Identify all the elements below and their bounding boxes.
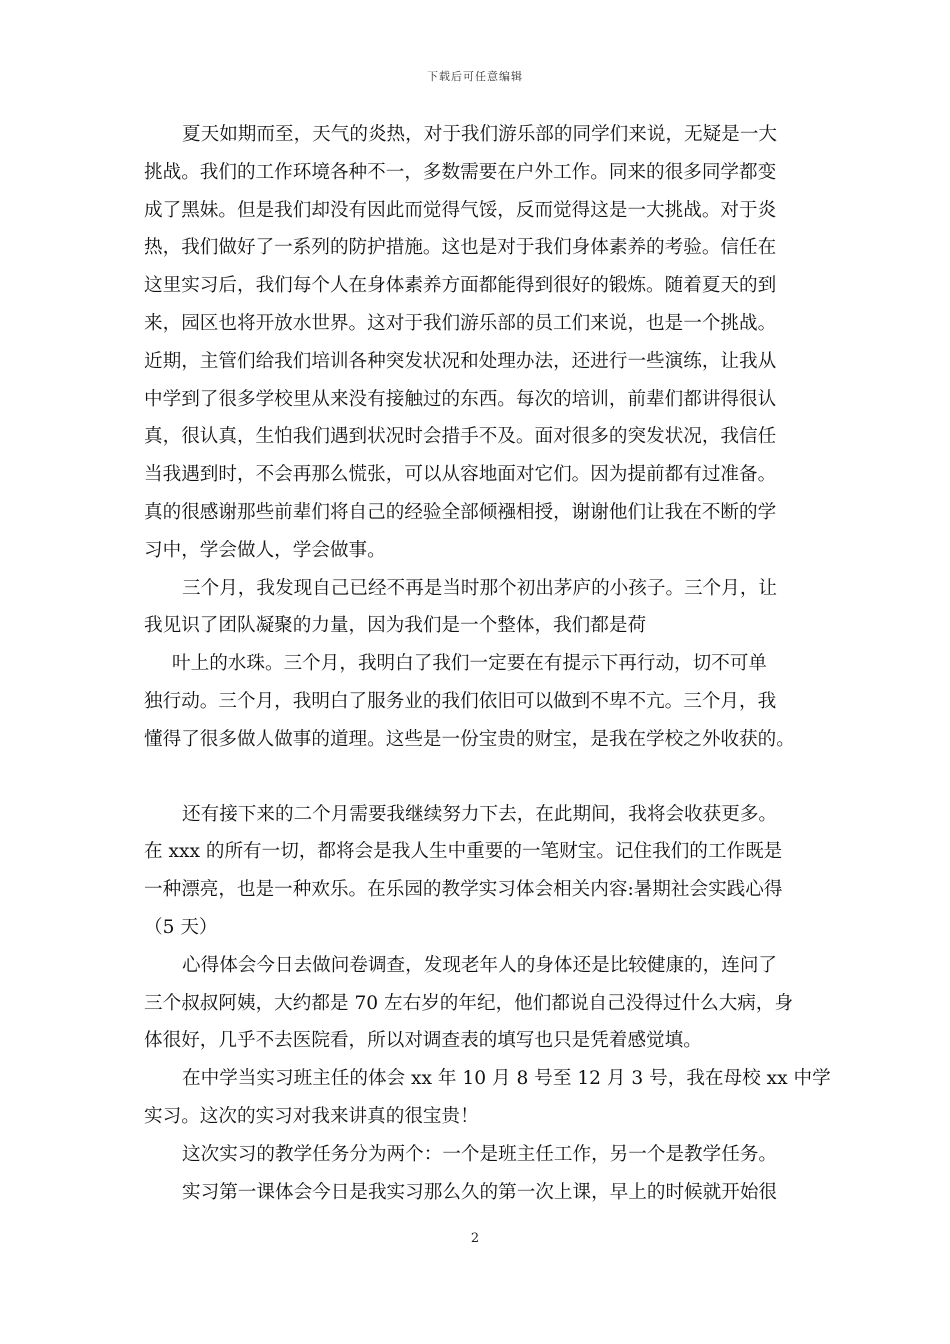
text-line: 三个叔叔阿姨，大约都是 70 左右岁的年纪，他们都说自己没得过什么大病，身 xyxy=(144,992,794,1014)
text-line: 独行动。三个月，我明白了服务业的我们依旧可以做到不卑不亢。三个月，我 xyxy=(144,690,777,712)
text-line: 这里实习后，我们每个人在身体素养方面都能得到很好的锻炼。随着夏天的到 xyxy=(144,275,777,297)
text-line: 我见识了团队凝聚的力量，因为我们是一个整体，我们都是荷 xyxy=(144,615,647,637)
text-line: 还有接下来的二个月需要我继续努力下去，在此期间，我将会收获更多。 xyxy=(182,803,778,825)
text-line: 叶上的水珠。三个月，我明白了我们一定要在有提示下再行动，切不可单 xyxy=(172,653,768,675)
text-line: 在 xxx 的所有一切，都将会是我人生中重要的一笔财宝。记住我们的工作既是 xyxy=(144,841,783,863)
text-line: 中学到了很多学校里从来没有接触过的东西。每次的培训，前辈们都讲得很认 xyxy=(144,388,777,410)
text-line: 在中学当实习班主任的体会 xx 年 10 月 8 号至 12 月 3 号，我在母校 xx 中学 xyxy=(182,1068,831,1090)
text-line: 近期，主管们给我们培训各种突发状况和处理办法，还进行一些演练，让我从 xyxy=(144,350,777,372)
text-line: 实习第一课体会今日是我实习那么久的第一次上课，早上的时候就开始很 xyxy=(182,1181,778,1203)
text-line: 热，我们做好了一系列的防护措施。这也是对于我们身体素养的考验。信任在 xyxy=(144,237,777,259)
text-line: 成了黑妹。但是我们却没有因此而觉得气馁，反而觉得这是一大挑战。对于炎 xyxy=(144,199,777,221)
text-line: 挑战。我们的工作环境各种不一，多数需要在户外工作。同来的很多同学都变 xyxy=(144,161,777,183)
text-line: 习中，学会做人，学会做事。 xyxy=(144,539,386,561)
document-body xyxy=(144,116,831,1211)
page-number: 2 xyxy=(470,1231,480,1246)
text-line: 来，园区也将开放水世界。这对于我们游乐部的员工们来说，也是一个挑战。 xyxy=(144,312,777,334)
text-line: 当我遇到时，不会再那么慌张，可以从容地面对它们。因为提前都有过准备。 xyxy=(144,464,777,486)
text-line: 三个月，我发现自己已经不再是当时那个初出茅庐的小孩子。三个月，让 xyxy=(182,577,778,599)
page-header: 下载后可任意编辑 xyxy=(427,70,523,83)
text-line: 心得体会今日去做问卷调查，发现老年人的身体还是比较健康的，连问了 xyxy=(182,954,778,976)
text-line: （5 天） xyxy=(144,916,218,938)
text-line: 这次实习的教学任务分为两个：一个是班主任工作，另一个是教学任务。 xyxy=(182,1143,778,1165)
text-line: 实习。这次的实习对我来讲真的很宝贵！ xyxy=(144,1105,479,1127)
text-line: 真，很认真，生怕我们遇到状况时会措手不及。面对很多的突发状况，我信任 xyxy=(144,426,777,448)
text-line: 体很好，几乎不去医院看，所以对调查表的填写也只是凭着感觉填。 xyxy=(144,1030,702,1052)
text-line: 夏天如期而至，天气的炎热，对于我们游乐部的同学们来说，无疑是一大 xyxy=(182,124,778,145)
paragraph-gap xyxy=(144,759,804,796)
text-line: 一种漂亮，也是一种欢乐。在乐园的教学实习体会相关内容:暑期社会实践心得 xyxy=(144,879,783,901)
text-line: 真的很感谢那些前辈们将自己的经验全部倾襁相授，谢谢他们让我在不断的学 xyxy=(144,501,777,523)
text-line: 懂得了很多做人做事的道理。这些是一份宝贵的财宝，是我在学校之外收获的。 xyxy=(144,728,795,750)
